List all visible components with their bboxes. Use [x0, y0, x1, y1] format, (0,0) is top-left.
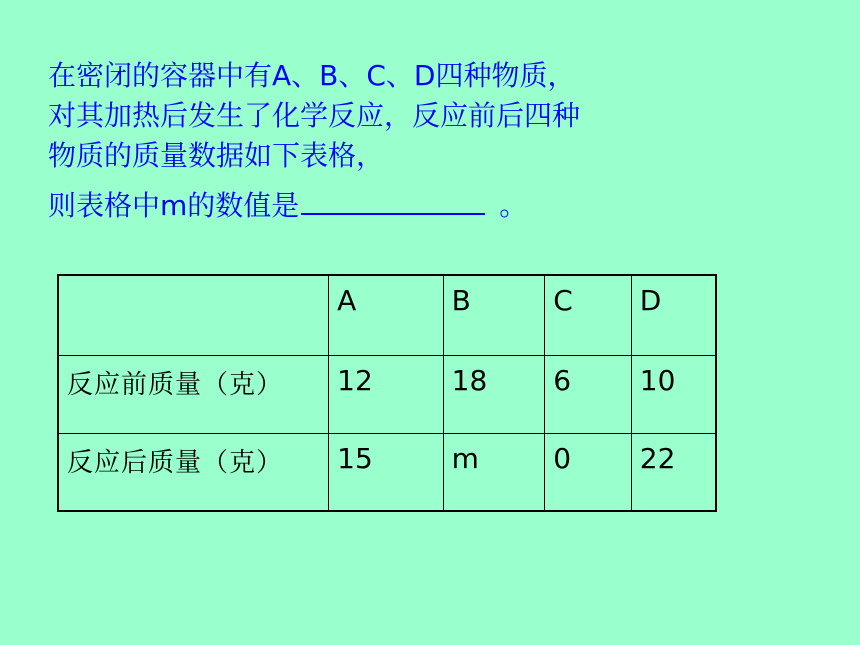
- cell-after-a: 15: [329, 433, 443, 511]
- answer-blank: [301, 187, 485, 215]
- question-line-3: 物质的质量数据如下表格，: [48, 139, 385, 172]
- cell-after-c: 0: [545, 433, 632, 511]
- header-cell-d: D: [631, 275, 716, 355]
- row-label-before: 反应前质量（克）: [58, 355, 329, 433]
- cell-before-c: 6: [545, 355, 632, 433]
- question-line-1: 在密闭的容器中有A、B、C、D四种物质，: [48, 59, 576, 92]
- row-label-after: 反应后质量（克）: [58, 433, 329, 511]
- question-ask-suffix: 。: [499, 189, 528, 222]
- question-ask-prefix: 则表格中m的数值是: [48, 189, 300, 222]
- table-header-row: [58, 275, 716, 355]
- question-ask: [48, 186, 808, 226]
- question-line-2: 对其加热后发生了化学反应，反应前后四种: [48, 99, 581, 132]
- cell-after-d: 22: [631, 433, 716, 511]
- cell-before-d: 10: [631, 355, 716, 433]
- header-cell-empty: [58, 275, 329, 355]
- table-row-before: [58, 355, 716, 433]
- question-text: [48, 56, 808, 226]
- mass-data-table: [57, 274, 717, 512]
- header-cell-b: B: [443, 275, 545, 355]
- cell-after-b: m: [443, 433, 545, 511]
- cell-before-a: 12: [329, 355, 443, 433]
- header-cell-c: C: [545, 275, 632, 355]
- cell-before-b: 18: [443, 355, 545, 433]
- table-row-after: [58, 433, 716, 511]
- header-cell-a: A: [329, 275, 443, 355]
